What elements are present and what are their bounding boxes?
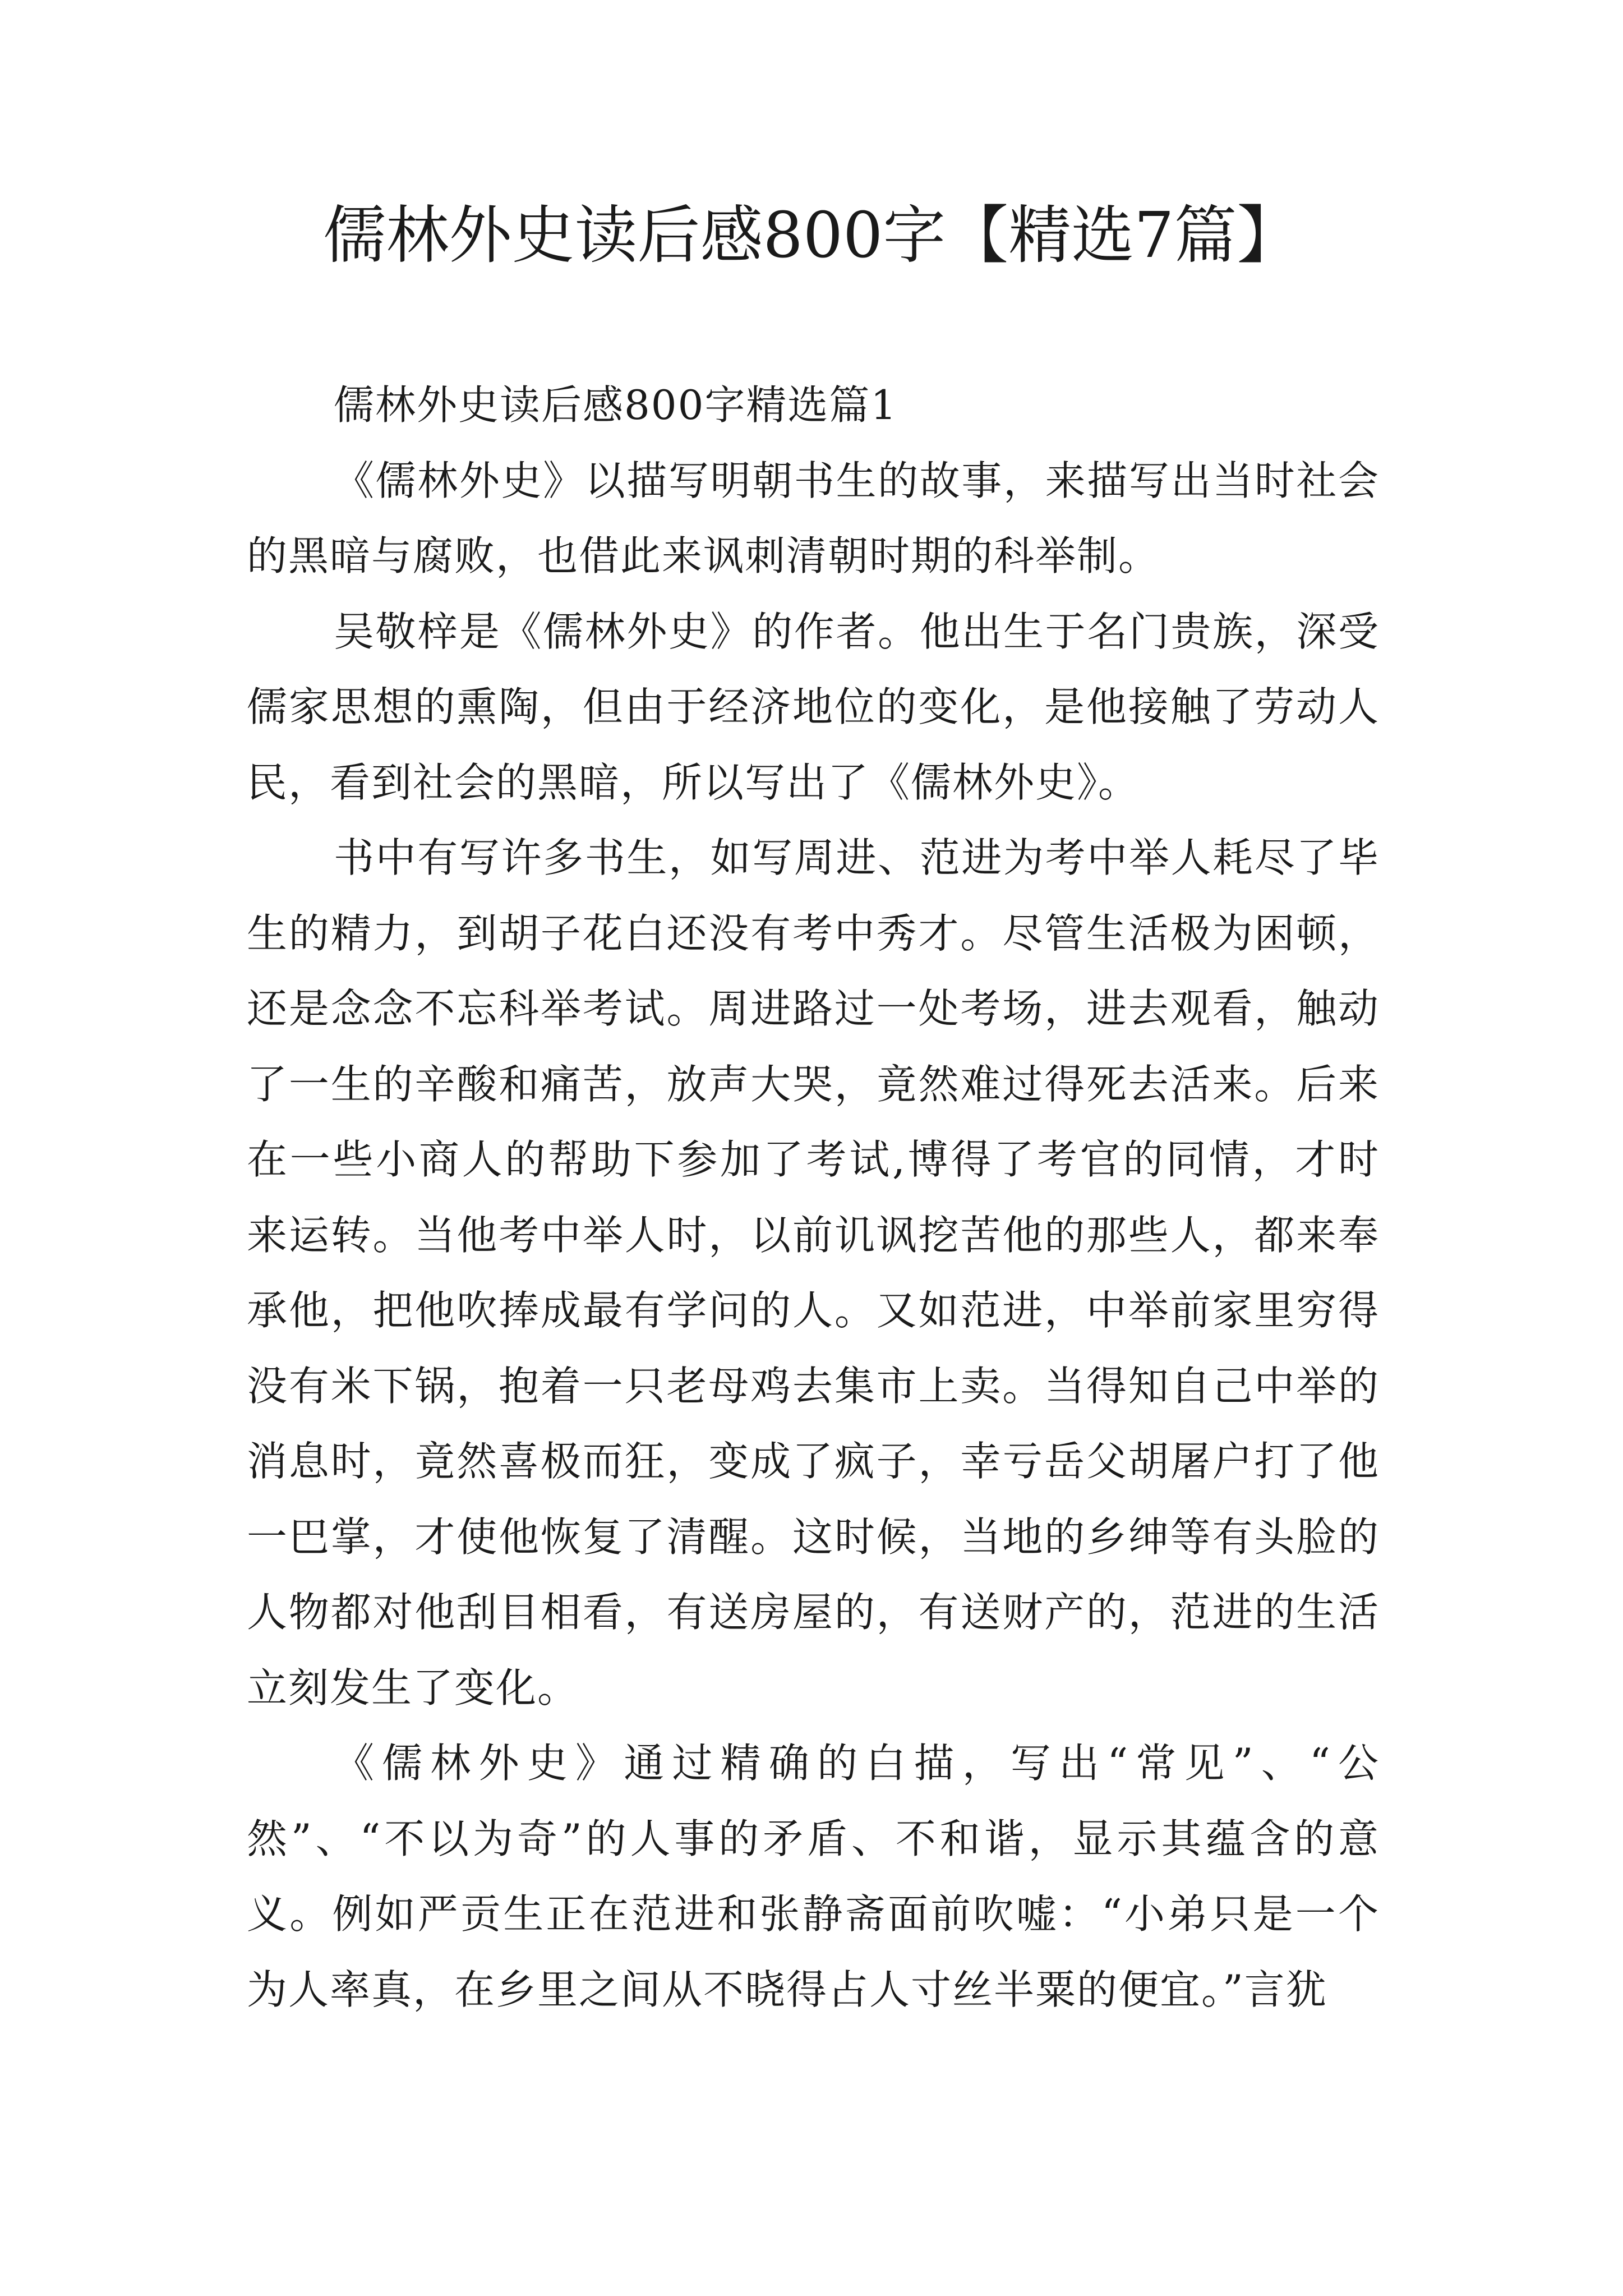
document-title: 儒林外史读后感800字【精选7篇】 <box>323 199 1300 272</box>
body-paragraph: 《儒林外史》通过精确的白描，写出“常见”、“公然”、“不以为奇”的人事的矛盾、不和谐，显示其蕴含的意义。例如严贡生正在范进和张静斋面前吹嘘：“小弟只是一个为人率真，在乡里之间从不晓得占人寸丝半粟的便宜。”言犹 <box>247 1740 1380 2013</box>
body-paragraph: 书中有写许多书生，如写周进、范进为考中举人耗尽了毕生的精力，到胡子花白还没有考中秀才。尽管生活极为困顿，还是念念不忘科举考试。周进路过一处考场，进去观看，触动了一生的辛酸和痛苦，放声大哭，竟然难过得死去活来。后来在一些小商人的帮助下参加了考试,博得了考官的同情，才时来运转。当他考中举人时，以前讥讽挖苦他的那些人，都来奉承他，把他吹捧成最有学问的人。又如范进，中举前家里穷得没有米下锅，抱着一只老母鸡去集市上卖。当得知自己中举的消息时，竟然喜极而狂，变成了疯子，幸亏岳父胡屠户打了他一巴掌，才使他恢复了清醒。这时候，当地的乡绅等有头脸的人物都对他刮目相看，有送房屋的，有送财产的，范进的生活立刻发生了变化。 <box>247 834 1380 1711</box>
body-paragraph: 吴敬梓是《儒林外史》的作者。他出生于名门贵族，深受儒家思想的熏陶，但由于经济地位的变化，是他接触了劳动人民，看到社会的黑暗，所以写出了《儒林外史》。 <box>247 608 1380 806</box>
section-heading: 儒林外史读后感800字精选篇1 <box>334 381 898 429</box>
body-paragraph: 《儒林外史》以描写明朝书生的故事，来描写出当时社会的黑暗与腐败，也借此来讽刺清朝时期的科举制。 <box>247 457 1380 579</box>
document-body <box>247 367 1380 2027</box>
